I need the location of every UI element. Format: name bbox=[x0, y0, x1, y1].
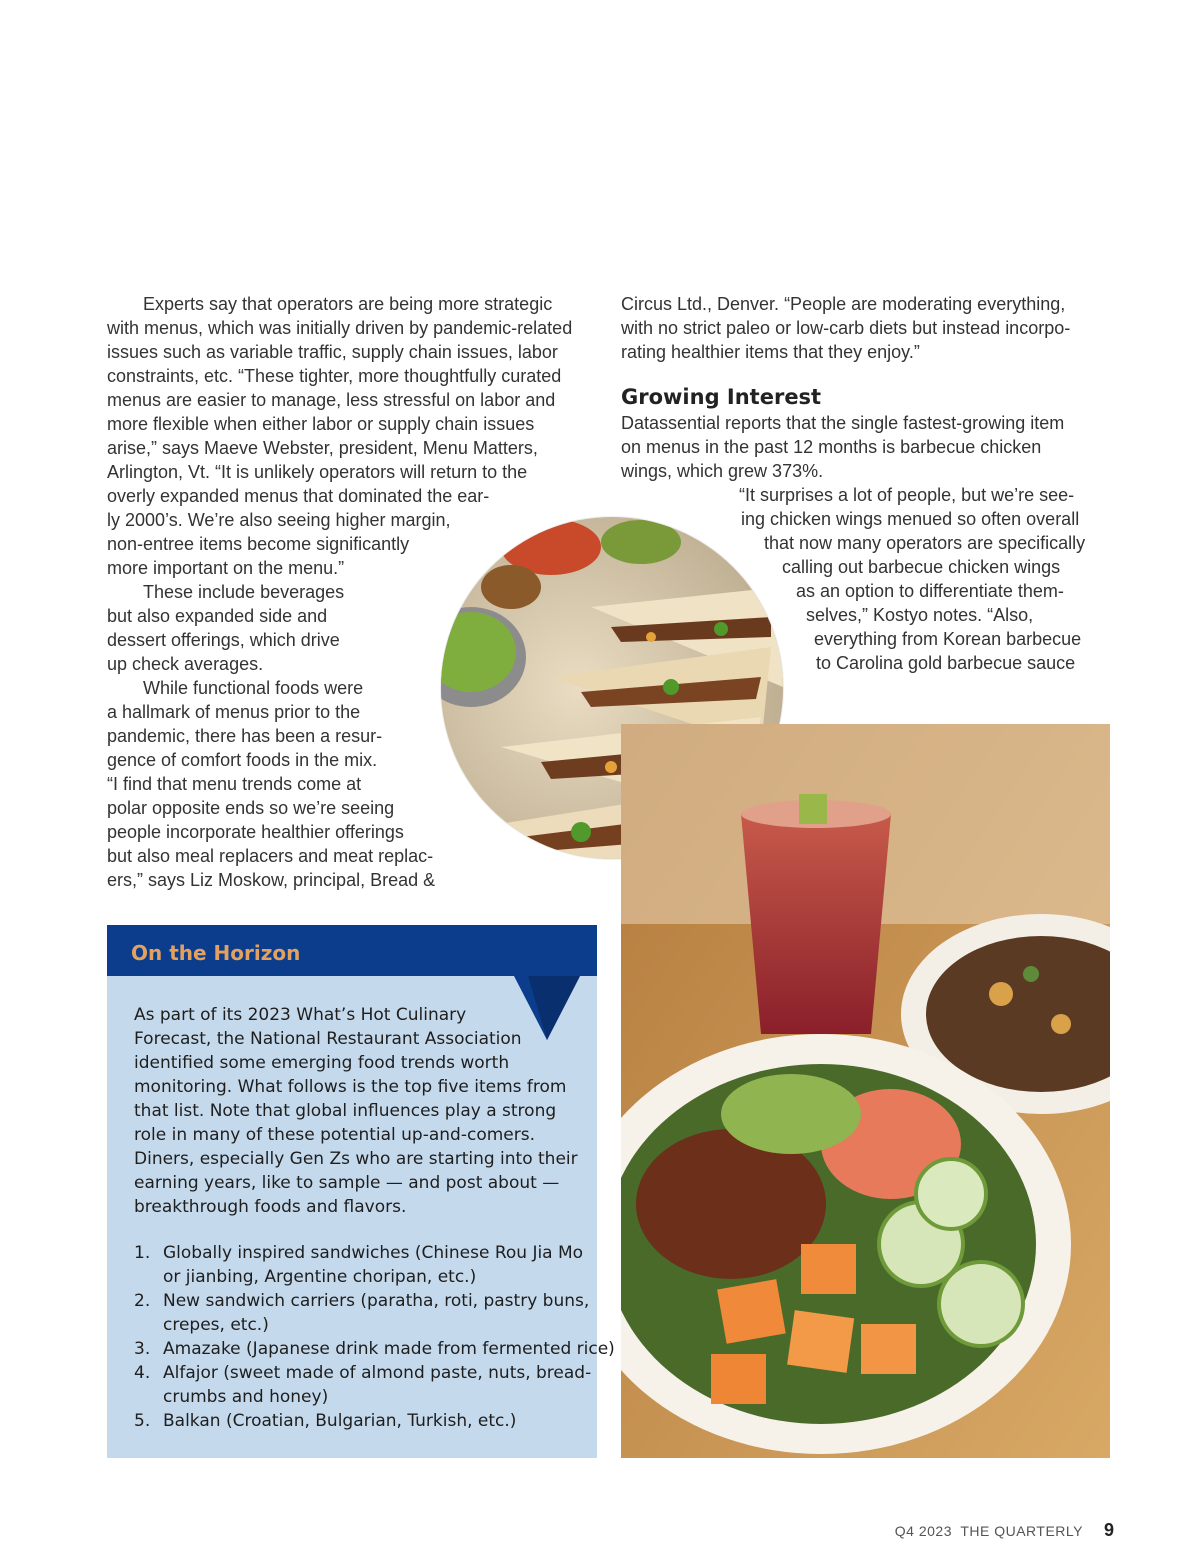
list-item-text: crumbs and honey) bbox=[163, 1387, 329, 1407]
list-item bbox=[134, 1361, 615, 1409]
text-line: non-entree items become significantly bbox=[107, 534, 410, 554]
list-item bbox=[134, 1241, 615, 1289]
list-number: 4. bbox=[134, 1363, 151, 1383]
text-line: pandemic, there has been a resur- bbox=[107, 726, 383, 746]
text-line: overly expanded menus that dominated the ear- bbox=[107, 486, 490, 506]
text-line: a hallmark of menus prior to the bbox=[107, 702, 361, 722]
sidebar-text-line: Diners, especially Gen Zs who are starting into their bbox=[134, 1149, 578, 1169]
text-line: Experts say that operators are being more strategic bbox=[143, 294, 553, 314]
sidebar-text-line: As part of its 2023 What’s Hot Culinary bbox=[134, 1005, 467, 1025]
list-item bbox=[134, 1337, 615, 1361]
text-line: ing chicken wings menued so often overall bbox=[741, 509, 1080, 529]
sidebar-text-line: breakthrough foods and flavors. bbox=[134, 1197, 407, 1217]
text-line: issues such as variable traffic, supply chain issues, labor bbox=[107, 342, 558, 362]
text-line: rating healthier items that they enjoy.” bbox=[621, 342, 920, 362]
text-line: constraints, etc. “These tighter, more thoughtfully curated bbox=[107, 366, 562, 386]
list-item-text: New sandwich carriers (paratha, roti, pastry buns, bbox=[163, 1291, 590, 1311]
subhead-growing-interest: Growing Interest bbox=[621, 385, 822, 409]
page-footer bbox=[0, 1520, 1200, 1544]
list-number: 2. bbox=[134, 1291, 151, 1311]
footer-issue: Q4 2023 bbox=[894, 1523, 952, 1539]
text-line: Arlington, Vt. “It is unlikely operators will return to the bbox=[107, 462, 528, 482]
list-number: 1. bbox=[134, 1243, 151, 1263]
on-the-horizon-sidebar bbox=[107, 925, 615, 1458]
text-line: but also expanded side and bbox=[107, 606, 328, 626]
text-line: to Carolina gold barbecue sauce bbox=[816, 653, 1076, 673]
text-line: as an option to differentiate them- bbox=[796, 581, 1064, 601]
text-line: selves,” Kostyo notes. “Also, bbox=[806, 605, 1034, 625]
text-line: These include beverages bbox=[143, 582, 345, 602]
text-line: “I find that menu trends come at bbox=[107, 774, 362, 794]
text-line: dessert offerings, which drive bbox=[107, 630, 340, 650]
sidebar-intro-text bbox=[134, 1003, 578, 1219]
text-line: gence of comfort foods in the mix. bbox=[107, 750, 378, 770]
list-item bbox=[134, 1289, 615, 1337]
text-line: calling out barbecue chicken wings bbox=[782, 557, 1061, 577]
text-line: everything from Korean barbecue bbox=[814, 629, 1082, 649]
list-number: 5. bbox=[134, 1411, 151, 1431]
list-number: 3. bbox=[134, 1339, 151, 1359]
sidebar-text-line: earning years, like to sample — and post about — bbox=[134, 1173, 560, 1193]
list-item-text: Balkan (Croatian, Bulgarian, Turkish, etc.) bbox=[163, 1411, 517, 1431]
trend-list bbox=[134, 1241, 615, 1433]
text-line: but also meal replacers and meat replac- bbox=[107, 846, 434, 866]
text-line: menus are easier to manage, less stressful on labor and bbox=[107, 390, 556, 410]
text-line: ly 2000’s. We’re also seeing higher margin, bbox=[107, 510, 451, 530]
footer-publication: THE QUARTERLY bbox=[960, 1523, 1083, 1539]
text-line: more flexible when either labor or supply chain issues bbox=[107, 414, 535, 434]
text-line: up check averages. bbox=[107, 654, 264, 674]
list-item-text: Globally inspired sandwiches (Chinese Rou Jia Mo bbox=[163, 1243, 584, 1263]
list-item-text: Alfajor (sweet made of almond paste, nuts, bread- bbox=[163, 1363, 592, 1383]
text-line: Datassential reports that the single fastest-growing item bbox=[621, 413, 1065, 433]
list-item-text: Amazake (Japanese drink made from fermented rice) bbox=[163, 1339, 615, 1359]
sidebar-text-line: Forecast, the National Restaurant Association bbox=[134, 1029, 522, 1049]
sidebar-title: On the Horizon bbox=[131, 941, 301, 965]
text-line: wings, which grew 373%. bbox=[621, 461, 824, 481]
sidebar-text-line: identified some emerging food trends worth bbox=[134, 1053, 510, 1073]
text-line: more important on the menu.” bbox=[107, 558, 345, 578]
list-item-text: crepes, etc.) bbox=[163, 1315, 269, 1335]
text-line: “It surprises a lot of people, but we’re see- bbox=[739, 485, 1075, 505]
sidebar-text-line: that list. Note that global influences play a strong bbox=[134, 1101, 557, 1121]
page-number: 9 bbox=[1103, 1520, 1114, 1540]
text-line: that now many operators are specifically bbox=[764, 533, 1086, 553]
salad-bowl-photo bbox=[621, 724, 1110, 1458]
sidebar-text-line: monitoring. What follows is the top five items from bbox=[134, 1077, 567, 1097]
text-line: with no strict paleo or low-carb diets but instead incorpo- bbox=[621, 318, 1071, 338]
text-line: Circus Ltd., Denver. “People are moderating everything, bbox=[621, 294, 1066, 314]
list-item-text: or jianbing, Argentine choripan, etc.) bbox=[163, 1267, 477, 1287]
sidebar-header bbox=[107, 925, 597, 976]
text-line: on menus in the past 12 months is barbecue chicken bbox=[621, 437, 1042, 457]
article-right-column-top bbox=[621, 292, 1111, 364]
text-line: polar opposite ends so we’re seeing bbox=[107, 798, 395, 818]
text-line: While functional foods were bbox=[143, 678, 364, 698]
list-item bbox=[134, 1409, 615, 1433]
text-line: ers,” says Liz Moskow, principal, Bread & bbox=[107, 870, 436, 890]
text-line: people incorporate healthier offerings bbox=[107, 822, 404, 842]
text-line: arise,” says Maeve Webster, president, Menu Matters, bbox=[107, 438, 538, 458]
sidebar-text-line: role in many of these potential up-and-comers. bbox=[134, 1125, 535, 1145]
text-line: with menus, which was initially driven by pandemic-related bbox=[107, 318, 573, 338]
